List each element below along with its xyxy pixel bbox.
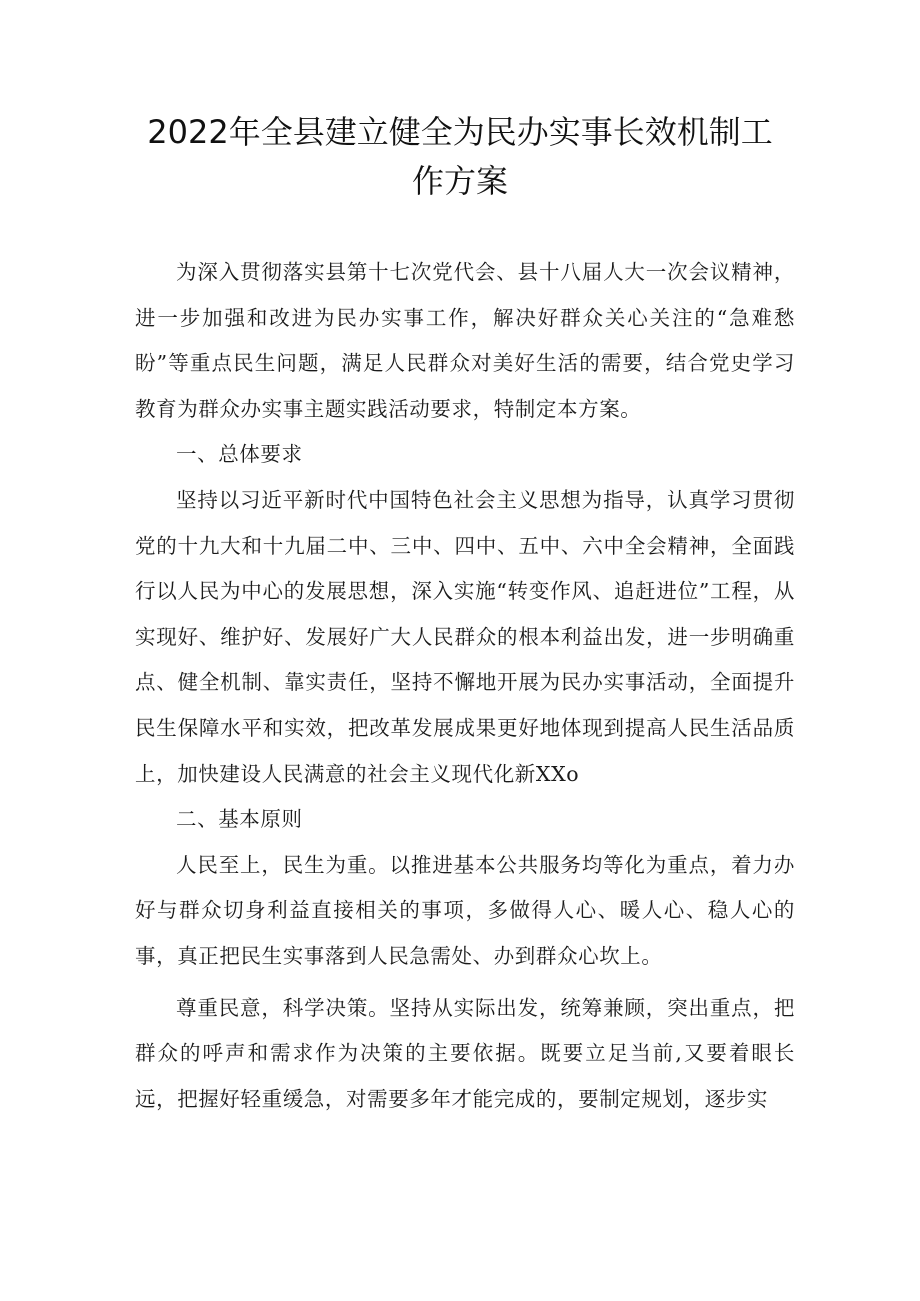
intro-paragraph: 为深入贯彻落实县第十七次党代会、县十八届人大一次会议精神，进一步加强和改进为民办实事工作，解决好群众关心关注的“急难愁盼”等重点民生问题，满足人民群众对美好生活的需要，结合党史学习教育为群众办实事主题实践活动要求，特制定本方案。 (135, 260, 795, 421)
principle-people-first-paragraph: 人民至上，民生为重。以推进基本公共服务均等化为重点，着力办好与群众切身利益直接相关的事项，多做得人心、暖人心、稳人心的事，真正把民生实事落到人民急需处、办到群众心坎上。 (135, 852, 795, 968)
section-heading-general-requirements: 一、总体要求 (176, 442, 303, 467)
section-heading-basic-principles: 二、基本原则 (176, 807, 303, 832)
document-body (135, 250, 795, 1122)
principle-respect-public-opinion-paragraph: 尊重民意，科学决策。坚持从实际出发，统筹兼顾，突出重点，把群众的呼声和需求作为决策的主要依据。既要立足当前,又要着眼长远，把握好轻重缓急，对需要多年才能完成的，要制定规划，逐步实 (135, 995, 795, 1111)
general-requirements-paragraph: 坚持以习近平新时代中国特色社会主义思想为指导，认真学习贯彻党的十九大和十九届二中、三中、四中、五中、六中全会精神，全面践行以人民为中心的发展思想，深入实施“转变作风、追赶进位”工程，从实现好、维护好、发展好广大人民群众的根本利益出发，进一步明确重点、健全机制、靠实责任，坚持不懈地开展为民办实事活动，全面提升民生保障水平和实效，把改革发展成果更好地体现到提高人民生活品质上，加快建设人民满意的社会主义现代化新XXo (135, 487, 795, 786)
title-line-2: 作方案 (411, 162, 508, 200)
document-title (120, 108, 800, 206)
title-line-1: 2022年全县建立健全为民办实事长效机制工 (147, 113, 773, 151)
